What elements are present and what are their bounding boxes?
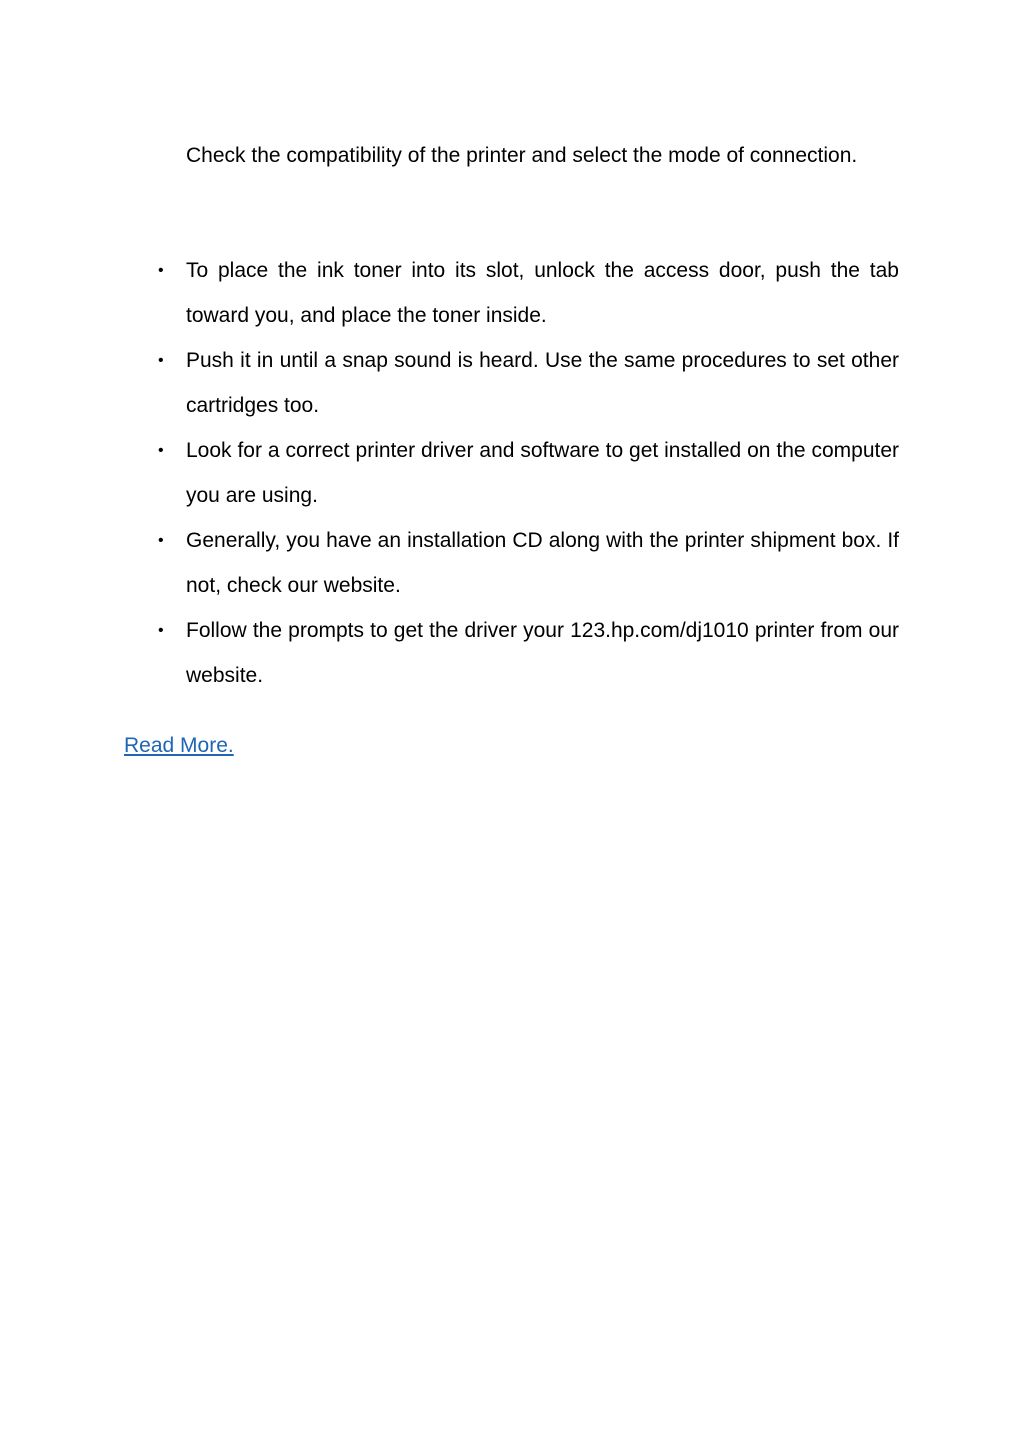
read-more-link[interactable]: Read More. — [124, 734, 234, 757]
list-item — [158, 428, 899, 518]
bullet-icon: • — [158, 352, 164, 369]
bullet-icon: • — [158, 262, 164, 279]
list-item-text: Generally, you have an installation CD along with the printer shipment box. If not, check our website. — [186, 529, 899, 597]
bullet-icon: • — [158, 622, 164, 639]
intro-paragraph: Check the compatibility of the printer and select the mode of connection. — [186, 144, 858, 167]
bullet-icon: • — [158, 532, 164, 549]
list-item — [158, 338, 899, 428]
list-item — [158, 248, 899, 338]
list-item — [158, 608, 899, 698]
list-item-text: Look for a correct printer driver and software to get installed on the computer you are using. — [186, 439, 899, 507]
list-item — [158, 518, 899, 608]
instruction-list — [158, 248, 899, 698]
bullet-icon: • — [158, 442, 164, 459]
list-item-text: Push it in until a snap sound is heard. Use the same procedures to set other cartridges too. — [186, 349, 899, 417]
list-item-text: To place the ink toner into its slot, unlock the access door, push the tab toward you, and place the toner inside. — [186, 259, 899, 327]
list-item-text: Follow the prompts to get the driver your 123.hp.com/dj1010 printer from our website. — [186, 619, 899, 687]
